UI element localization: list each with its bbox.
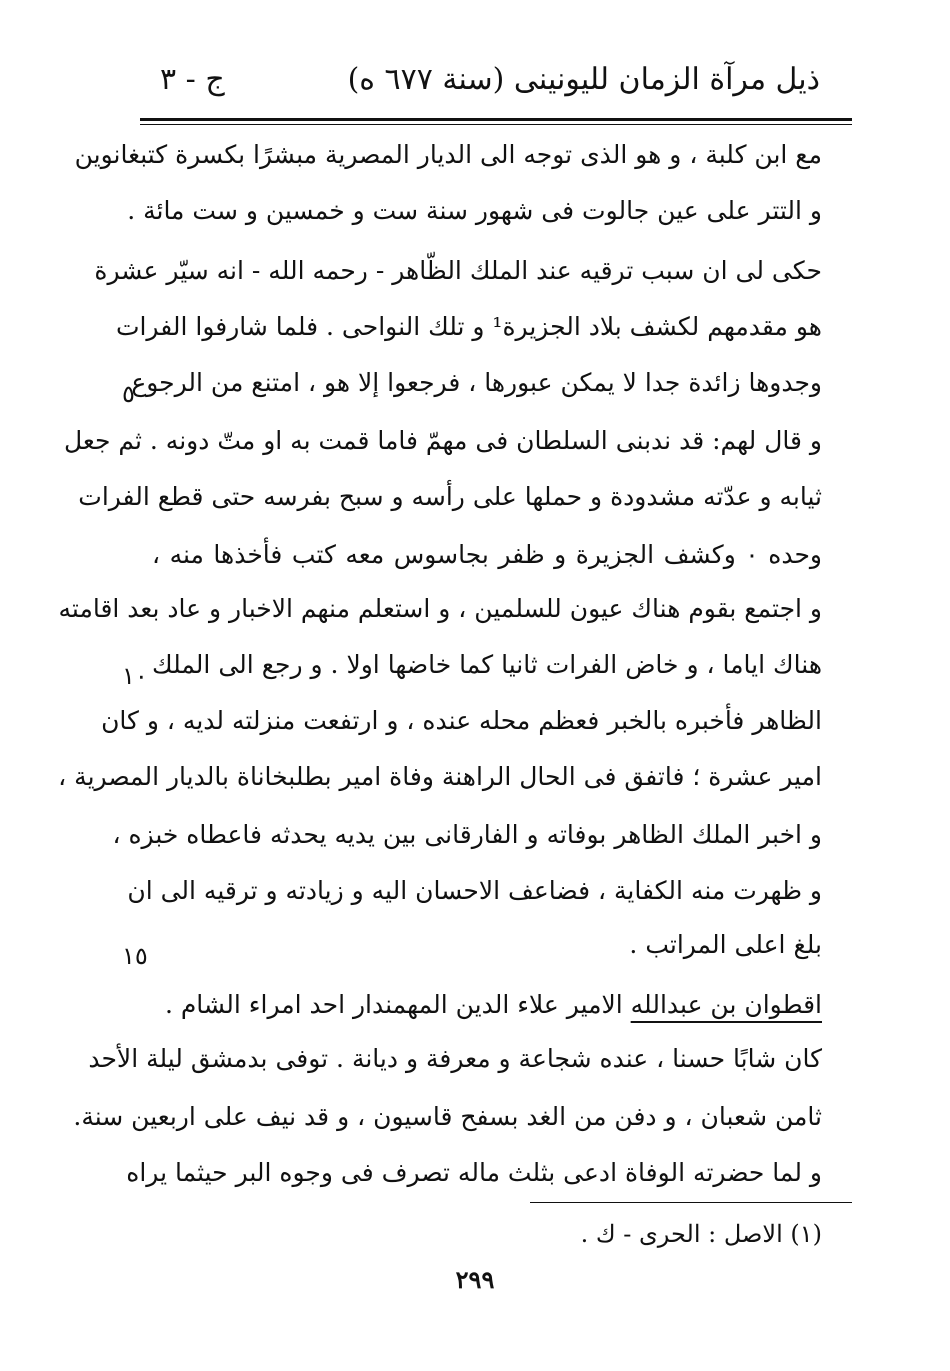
text-line: هناك اياما ، و خاض الفرات ثانيا كما خاضها اولا . و رجع الى الملك: [152, 650, 822, 679]
line-number-10: ١٠: [122, 662, 148, 690]
text-line: ثامن شعبان ، و دفن من الغد بسفح قاسيون ، و قد نيف على اربعين سنة.: [73, 1102, 822, 1131]
text-line: امير عشرة ؛ فاتفق فى الحال الراهنة وفاة امير بطلبخاناة بالديار المصرية ،: [58, 762, 822, 791]
text-line: و لما حضرته الوفاة ادعى بثلث ماله تصرف فى وجوه البر حيثما يراه: [126, 1158, 822, 1187]
page-header: [160, 62, 820, 110]
text-line: و اجتمع بقوم هناك عيون للسلمين ، و استعلم منهم الاخبار و عاد بعد اقامته: [58, 594, 822, 623]
text-line: ثيابه و عدّته مشدودة و حملها على رأسه و سبح بفرسه حتى قطع الفرات: [78, 482, 822, 511]
page-number: ٢٩٩: [455, 1265, 495, 1294]
entry-heading-line: [152, 990, 822, 1019]
text-line: هو مقدمهم لكشف بلاد الجزيرة¹ و تلك النواحى . فلما شارفوا الفرات: [115, 312, 822, 341]
text-line: وحده ٠ وكشف الجزيرة و ظفر بجاسوس معه كتب فأخذها منه ،: [152, 540, 822, 569]
entry-name: اقطوان بن عبدالله: [630, 990, 822, 1019]
line-number-5: ٥: [122, 380, 135, 408]
text-line: كان شابًا حسنا ، عنده شجاعة و معرفة و ديانة . توفى بدمشق ليلة الأحد: [88, 1044, 822, 1073]
header-rule-thin: [140, 124, 852, 125]
text-line: حكى لى ان سبب ترقيه عند الملك الظّاهر - رحمه الله - انه سيّر عشرة: [94, 256, 822, 285]
text-line: الظاهر فأخبره بالخبر فعظم محله عنده ، و ارتفعت منزلته لديه ، و كان: [101, 706, 822, 735]
text-line: وجدوها زائدة جدا لا يمكن عبورها ، فرجعوا إلا هو ، امتنع من الرجوع: [131, 368, 822, 397]
footnote: (١) الاصل : الحرى - ك .: [580, 1220, 822, 1248]
volume-label: ج - ٣: [160, 62, 225, 97]
entry-description: الامير علاء الدين المهمندار احد امراء الشام .: [164, 990, 631, 1019]
text-line: مع ابن كلبة ، و هو الذى توجه الى الديار المصرية مبشرًا بكسرة كتبغانوين: [74, 140, 822, 169]
text-line: و ظهرت منه الكفاية ، فضاعف الاحسان اليه و زيادته و ترقيه الى ان: [127, 876, 822, 905]
line-number-15: ١٥: [122, 942, 148, 970]
text-line: و قال لهم: قد ندبنى السلطان فى مهمّ فاما قمت به او متّ دونه . ثم جعل: [63, 426, 822, 455]
running-title: ذيل مرآة الزمان لليونينى (سنة ٦٧٧ ه): [347, 62, 820, 97]
text-line: و اخبر الملك الظاهر بوفاته و الفارقانى بين يديه يحدثه فاعطاه خبزه ،: [112, 820, 822, 849]
text-line: و التتر على عين جالوت فى شهور سنة ست و خمسين و ست مائة .: [127, 196, 822, 225]
footnote-rule: [530, 1202, 852, 1203]
text-line: بلغ اعلى المراتب .: [629, 930, 822, 959]
header-rule-thick: [140, 118, 852, 121]
